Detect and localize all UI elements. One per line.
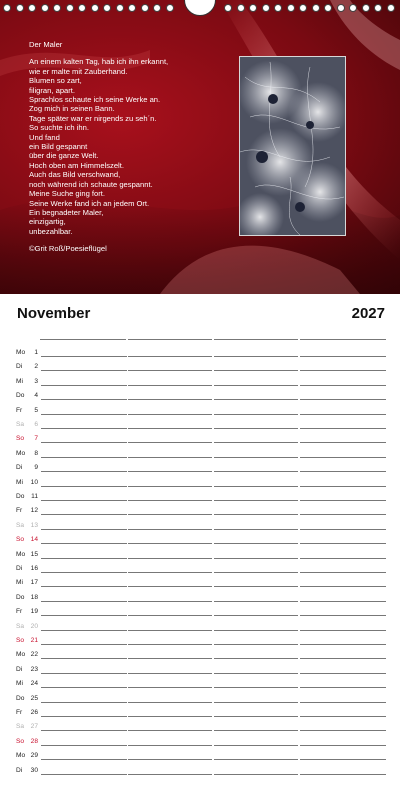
day-number: 29 <box>30 752 38 760</box>
day-number: 7 <box>34 435 38 443</box>
weekday-label: Mi <box>16 377 23 385</box>
poem-line: Hoch oben am Himmelszelt. <box>29 160 124 170</box>
binding-hole <box>312 4 320 12</box>
day-number: 3 <box>34 377 38 385</box>
binding-hole <box>349 4 357 12</box>
poem-line: Tage später war er nirgends zu seh´n. <box>29 113 157 123</box>
day-number: 11 <box>31 493 38 500</box>
day-row[interactable] <box>0 689 400 703</box>
day-number: 30 <box>30 766 38 774</box>
day-row[interactable] <box>0 617 400 631</box>
day-number: 24 <box>30 680 38 688</box>
flower-photo <box>239 56 346 236</box>
day-row[interactable] <box>0 645 400 659</box>
weekday-label: So <box>16 637 25 644</box>
day-row[interactable] <box>0 746 400 760</box>
binding-hole <box>28 4 36 12</box>
binding-hole <box>78 4 86 12</box>
day-row[interactable] <box>0 473 400 487</box>
hanger-hole <box>184 0 216 16</box>
weekday-label: Fr <box>16 507 23 515</box>
weekday-label: Mo <box>16 349 26 356</box>
poem-line: einzigartig, <box>29 217 66 227</box>
clematis-seedhead-image <box>240 57 345 235</box>
writing-line[interactable] <box>300 774 386 775</box>
day-row[interactable] <box>0 516 400 530</box>
binding-hole <box>116 4 124 12</box>
poem-line: ein Bild gespannt <box>29 142 88 152</box>
weekday-label: Sa <box>16 521 25 529</box>
day-row[interactable] <box>0 401 400 415</box>
binding-hole <box>249 4 257 12</box>
day-row[interactable] <box>0 761 400 775</box>
day-row[interactable] <box>0 545 400 559</box>
binding-hole <box>153 4 161 12</box>
poem-line: Sprachlos schaute ich seine Werke an. <box>29 95 161 105</box>
weekday-label: So <box>16 536 25 544</box>
weekday-label: Do <box>16 392 25 400</box>
day-number: 17 <box>30 579 38 587</box>
poem-line: Auch das Bild verschwand, <box>29 170 121 180</box>
day-row[interactable] <box>0 717 400 731</box>
column-line <box>40 339 126 340</box>
binding-hole <box>66 4 74 12</box>
day-row[interactable] <box>0 386 400 400</box>
writing-line[interactable] <box>41 774 127 775</box>
weekday-label: Mo <box>16 550 26 558</box>
binding-hole <box>166 4 174 12</box>
day-number: 18 <box>30 593 38 601</box>
poem-line: An einem kalten Tag, hab ich ihn erkannt, <box>29 57 169 67</box>
day-number: 23 <box>30 665 38 673</box>
day-number: 12 <box>30 507 38 515</box>
day-row[interactable] <box>0 573 400 587</box>
weekday-label: So <box>16 435 25 443</box>
poem-line: Ein begnadeter Maler, <box>29 207 104 217</box>
binding-hole <box>362 4 370 12</box>
hero-image <box>0 0 400 294</box>
poem-line: Meine Suche ging fort. <box>29 189 105 199</box>
weekday-label: Di <box>16 363 23 371</box>
day-row[interactable] <box>0 559 400 573</box>
day-number: 21 <box>30 637 38 644</box>
day-number: 19 <box>30 608 38 616</box>
poem-line: So suchte ich ihn. <box>29 123 89 133</box>
poem-line: Seine Werke fand ich an jedem Ort. <box>29 198 150 208</box>
day-number: 5 <box>34 406 38 414</box>
day-row[interactable] <box>0 588 400 602</box>
day-row[interactable] <box>0 674 400 688</box>
binding-hole <box>224 4 232 12</box>
writing-line[interactable] <box>128 774 212 775</box>
day-number: 20 <box>30 622 38 630</box>
weekday-label: Do <box>16 493 25 500</box>
day-row[interactable] <box>0 530 400 544</box>
binding-hole <box>128 4 136 12</box>
day-row[interactable] <box>0 444 400 458</box>
weekday-label: Sa <box>16 421 25 428</box>
day-row[interactable] <box>0 372 400 386</box>
day-number: 2 <box>34 363 38 371</box>
weekday-label: So <box>16 737 25 745</box>
weekday-label: Mo <box>16 651 26 659</box>
day-row[interactable] <box>0 458 400 472</box>
year-title: 2027 <box>351 305 385 322</box>
day-row[interactable] <box>0 501 400 515</box>
weekday-label: Do <box>16 694 25 702</box>
binding-hole <box>374 4 382 12</box>
binding-hole <box>237 4 245 12</box>
column-line <box>128 339 212 340</box>
day-number: 6 <box>34 421 38 428</box>
weekday-label: Fr <box>16 608 23 616</box>
poem-line: noch während ich schaute gespannt. <box>29 179 153 189</box>
binding-hole <box>324 4 332 12</box>
poem-line: filigran, apart. <box>29 85 76 95</box>
weekday-label: Di <box>16 766 23 774</box>
day-number: 14 <box>30 536 38 544</box>
day-row[interactable] <box>0 415 400 429</box>
day-number: 10 <box>30 478 38 486</box>
day-number: 16 <box>30 565 38 572</box>
day-number: 27 <box>30 723 38 731</box>
poem-lines <box>29 57 229 236</box>
day-row[interactable] <box>0 660 400 674</box>
poem-line: wie er malte mit Zauberhand. <box>29 66 128 76</box>
binding-hole <box>16 4 24 12</box>
day-number: 13 <box>30 521 38 529</box>
spiral-binding <box>0 0 400 14</box>
writing-line[interactable] <box>214 774 298 775</box>
day-number: 4 <box>34 392 38 400</box>
weekday-label: Sa <box>16 723 25 731</box>
weekday-label: Fr <box>16 709 23 716</box>
day-number: 9 <box>34 464 38 472</box>
weekday-label: Mi <box>16 579 23 587</box>
day-number: 1 <box>34 349 38 356</box>
day-number: 15 <box>30 550 38 558</box>
day-row[interactable] <box>0 703 400 717</box>
day-row[interactable] <box>0 343 400 357</box>
day-row[interactable] <box>0 357 400 371</box>
weekday-label: Do <box>16 593 25 601</box>
weekday-label: Sa <box>16 622 25 630</box>
binding-hole <box>262 4 270 12</box>
poem-line: Blumen so zart, <box>29 76 82 86</box>
column-header-lines <box>40 339 387 340</box>
binding-hole <box>103 4 111 12</box>
weekday-label: Di <box>16 464 23 472</box>
poem-line: unbezahlbar. <box>29 226 73 236</box>
day-row[interactable] <box>0 487 400 501</box>
day-number: 26 <box>30 709 38 716</box>
binding-hole <box>274 4 282 12</box>
weekday-label: Mo <box>16 752 26 760</box>
day-row[interactable] <box>0 732 400 746</box>
binding-hole <box>141 4 149 12</box>
poem-credit: ©Grit Roß/Poesieflügel <box>29 244 107 254</box>
binding-hole <box>53 4 61 12</box>
poem <box>29 40 229 254</box>
poem-title: Der Maler <box>29 40 63 49</box>
poem-line: Und fand <box>29 132 60 142</box>
month-title: November <box>17 305 91 322</box>
binding-hole <box>287 4 295 12</box>
binding-hole <box>91 4 99 12</box>
binding-hole <box>41 4 49 12</box>
day-row[interactable] <box>0 429 400 443</box>
weekday-label: Mi <box>16 478 23 486</box>
binding-hole <box>3 4 11 12</box>
column-line <box>300 339 386 340</box>
weekday-label: Di <box>16 565 23 572</box>
day-number: 25 <box>30 694 38 702</box>
calendar-header <box>17 305 385 327</box>
poem-line: über die ganze Welt. <box>29 151 99 161</box>
weekday-label: Di <box>16 665 23 673</box>
binding-hole <box>387 4 395 12</box>
day-number: 28 <box>30 737 38 745</box>
weekday-label: Mi <box>16 680 23 688</box>
weekday-label: Mo <box>16 449 26 457</box>
day-row[interactable] <box>0 602 400 616</box>
day-row[interactable] <box>0 631 400 645</box>
weekday-label: Fr <box>16 406 23 414</box>
poem-line: Zog mich in seinen Bann. <box>29 104 115 114</box>
day-number: 22 <box>30 651 38 659</box>
binding-hole <box>337 4 345 12</box>
day-number: 8 <box>34 449 38 457</box>
binding-hole <box>299 4 307 12</box>
column-line <box>214 339 298 340</box>
